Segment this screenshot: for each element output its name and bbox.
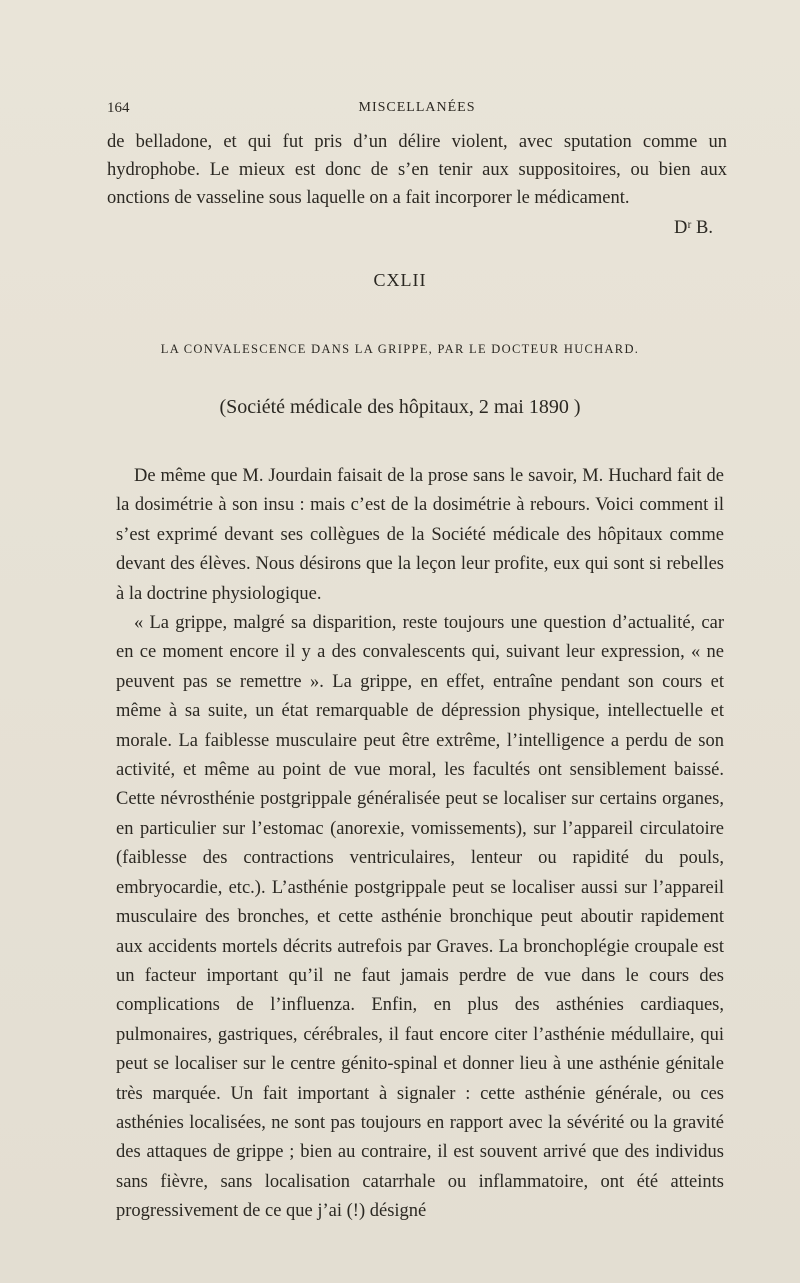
previous-article-ending <box>107 128 727 242</box>
page-header <box>107 100 727 124</box>
intro-paragraph: de belladone, et qui fut pris d’un délire violent, avec sputation comme un hydrophobe. Le mieux est donc de s’en tenir aux suppositoires, ou bien aux onctions de vasseline sous laquelle on a fait incorporer le médicament. <box>107 132 727 208</box>
article-body <box>116 462 724 1227</box>
running-title: MISCELLANÉES <box>358 100 476 115</box>
page-number: 164 <box>107 100 130 116</box>
article-title: LA CONVALESCENCE DANS LA GRIPPE, PAR LE DOCTEUR HUCHARD. <box>160 342 640 356</box>
body-paragraph-2: « La grippe, malgré sa disparition, reste toujours une question d’actualité, car en ce moment encore il y a des convalescents qui, suivant leur expression, « ne peuvent pas se remettre ». La grippe, en effet, entraîne pendant son cours et même à sa suite, un état remarquable de dépression physique, intellectuelle et morale. La faiblesse musculaire peut être extrême, l’intelligence a perdu de son activité, et même au point de vue moral, les facultés ont sensiblement baissé. Cette névrosthénie postgrippale généralisée peut se localiser sur certains organes, en particulier sur l’estomac (anorexie, vomissements), sur l’appareil circulatoire (faiblesse des contractions ventriculaires, lenteur ou rapidité du pouls, embryocardie, etc.). L’asthénie postgrippale peut se localiser aussi sur l’appareil musculaire des bronches, et cette asthénie bronchique peut aboutir rapidement aux accidents mortels décrits autrefois par Graves. La bronchoplégie croupale est un facteur important qu’il ne faut jamais perdre de vue dans le cours des complications de l’influenza. Enfin, en plus des asthénies cardiaques, pulmonaires, gastriques, cérébrales, il faut encore citer l’asthénie médullaire, qui peut se localiser sur le centre génito-spinal et donner lieu à une asthénie génitale très marquée. Un fait important à signaler : cette asthénie générale, ou ces asthénies localisées, ne sont pas toujours en rapport avec la sévérité ou la gravité des attaques de grippe ; bien au contraire, il est souvent arrivé que des individus sans fièvre, sans localisation catarrhale ou inflammatoire, ont été atteints progressivement de ce que j’ai (!) désigné <box>116 613 724 1222</box>
body-paragraph-1: De même que M. Jourdain faisait de la prose sans le savoir, M. Huchard fait de la dosimétrie à son insu : mais c’est de la dosimétrie à rebours. Voici comment il s’est exprimé devant ses collègues de la Société médicale des hôpitaux comme devant des élèves. Nous désirons que la leçon leur profite, eux qui sont si rebelles à la doctrine physiologique. <box>116 466 724 604</box>
chapter-number: CXLII <box>373 270 427 290</box>
source-note: (Société médicale des hôpitaux, 2 mai 1890 ) <box>219 396 581 418</box>
signature: Dʳ B. <box>674 218 713 238</box>
